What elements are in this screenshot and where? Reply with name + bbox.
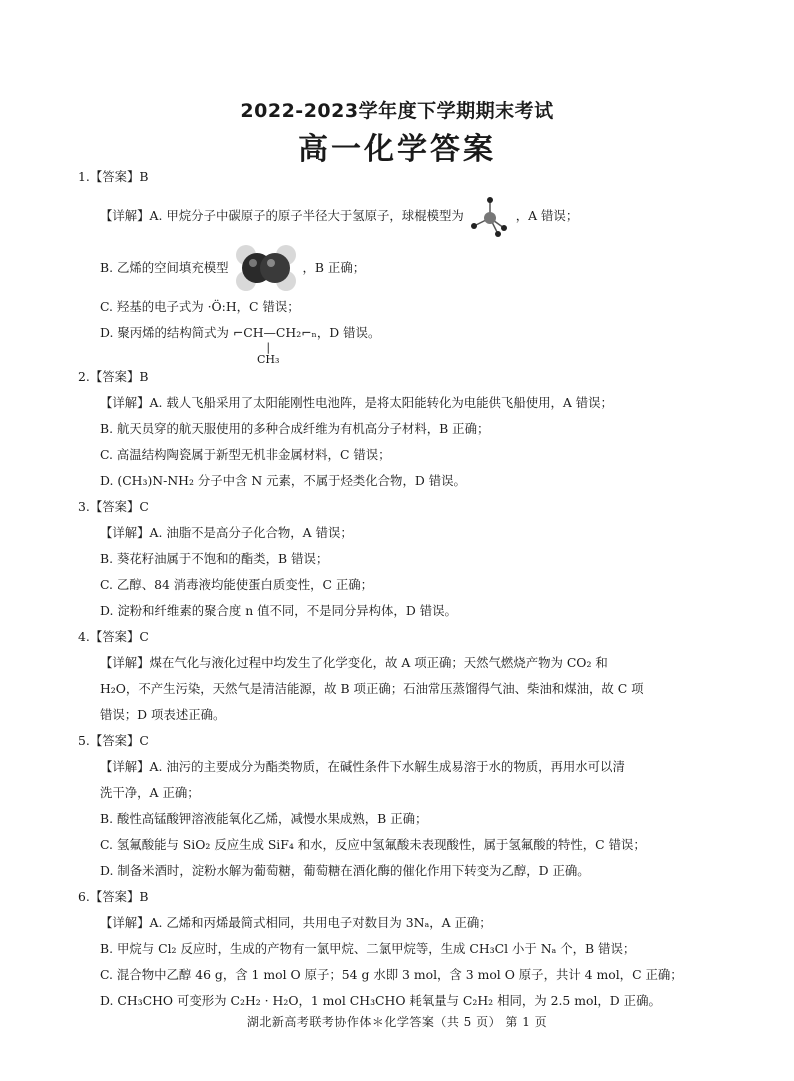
q1-option-c: C. 羟基的电子式为 ·Ö:H，C 错误； <box>100 299 300 314</box>
q5-line: C. 氢氟酸能与 SiO₂ 反应生成 SiF₄ 和水，反应中氢氟酸未表现酸性，属于氢氟酸的特性，C 错误； <box>100 837 646 852</box>
q2-answer: 2.【答案】B <box>78 369 149 384</box>
q1-a-result: ，A 错误； <box>515 208 579 223</box>
ball-stick-model-image <box>468 194 512 238</box>
q3-line: D. 淀粉和纤维素的聚合度 n 值不同，不是同分异构体，D 错误。 <box>100 603 457 618</box>
q6-line: B. 甲烷与 Cl₂ 反应时，生成的产物有一氯甲烷、二氯甲烷等，生成 CH₃Cl 小于 Nₐ 个，B 错误； <box>100 941 636 956</box>
answer-content <box>78 164 718 1014</box>
q3-line: C. 乙醇、84 消毒液均能使蛋白质变性，C 正确； <box>100 577 374 592</box>
q5-line: 洗干净，A 正确； <box>100 785 200 800</box>
q2-line: B. 航天员穿的航天服使用的多种合成纤维为有机高分子材料，B 正确； <box>100 421 490 436</box>
q1-b-result: ，B 正确； <box>302 260 366 275</box>
q5-line: D. 制备米酒时，淀粉水解为葡萄糖，葡萄糖在酒化酶的催化作用下转变为乙醇，D 正确。 <box>100 863 590 878</box>
q2-line: C. 高温结构陶瓷属于新型无机非金属材料，C 错误； <box>100 447 391 462</box>
q4-answer: 4.【答案】C <box>78 629 149 644</box>
q2-line: D. (CH₃)N-NH₂ 分子中含 N 元素，不属于烃类化合物，D 错误。 <box>100 473 466 488</box>
q4-line: 【详解】煤在气化与液化过程中均发生了化学变化，故 A 项正确；天然气燃烧产物为 CO₂ 和 <box>100 655 608 670</box>
q3-line: B. 葵花籽油属于不饱和的酯类，B 错误； <box>100 551 329 566</box>
q1-d-formula: ⌐CH—CH₂⌐ₙ <box>232 325 317 340</box>
space-filling-model-image <box>233 243 299 293</box>
q3-answer: 3.【答案】C <box>78 499 149 514</box>
q1-b-text: B. 乙烯的空间填充模型 <box>100 260 229 275</box>
q1-d-result: ，D 错误。 <box>316 325 381 340</box>
q3-line: 【详解】A. 油脂不是高分子化合物，A 错误； <box>100 525 353 540</box>
q6-line: D. CH₃CHO 可变形为 C₂H₂ · H₂O，1 mol CH₃CHO 耗氧量与 C₂H₂ 相同，为 2.5 mol，D 正确。 <box>100 993 661 1008</box>
page-footer: 湖北新高考联考协作体＊化学答案（共 5 页） 第 1 页 <box>246 1015 548 1029</box>
q1-d-branch: | CH₃ <box>257 341 280 366</box>
q2-line: 【详解】A. 载人飞船采用了太阳能刚性电池阵，是将太阳能转化为电能供飞船使用，A 错误； <box>100 395 613 410</box>
q1-a-text: 【详解】A. 甲烷分子中碳原子的原子半径大于氢原子，球棍模型为 <box>100 208 464 223</box>
answer-title: 高一化学答案 <box>298 132 496 167</box>
q4-line: H₂O，不产生污染，天然气是清洁能源，故 B 项正确；石油常压蒸馏得气油、柴油和煤油，故 C 项 <box>100 681 644 696</box>
q6-line: C. 混合物中乙醇 46 g，含 1 mol O 原子；54 g 水即 3 mol，含 3 mol O 原子，共计 4 mol，C 正确； <box>100 967 683 982</box>
q1-option-b <box>100 242 718 294</box>
q4-line: 错误；D 项表述正确。 <box>100 707 226 722</box>
exam-title: 2022-2023学年度下学期期末考试 <box>240 100 554 122</box>
q1-d-text: D. 聚丙烯的结构简式为 <box>100 325 229 340</box>
q6-line: 【详解】A. 乙烯和丙烯最简式相同，共用电子对数目为 3Nₐ，A 正确； <box>100 915 492 930</box>
q1-answer: 1.【答案】B <box>78 169 149 184</box>
q5-line: 【详解】A. 油污的主要成分为酯类物质，在碱性条件下水解生成易溶于水的物质，再用水可以清 <box>100 759 625 774</box>
q1-option-d <box>100 320 718 364</box>
q5-line: B. 酸性高锰酸钾溶液能氧化乙烯，减慢水果成熟，B 正确； <box>100 811 428 826</box>
q5-answer: 5.【答案】C <box>78 733 149 748</box>
q1-option-a <box>100 190 718 242</box>
q1-d-methyl: CH₃ <box>257 353 280 366</box>
q6-answer: 6.【答案】B <box>78 889 149 904</box>
